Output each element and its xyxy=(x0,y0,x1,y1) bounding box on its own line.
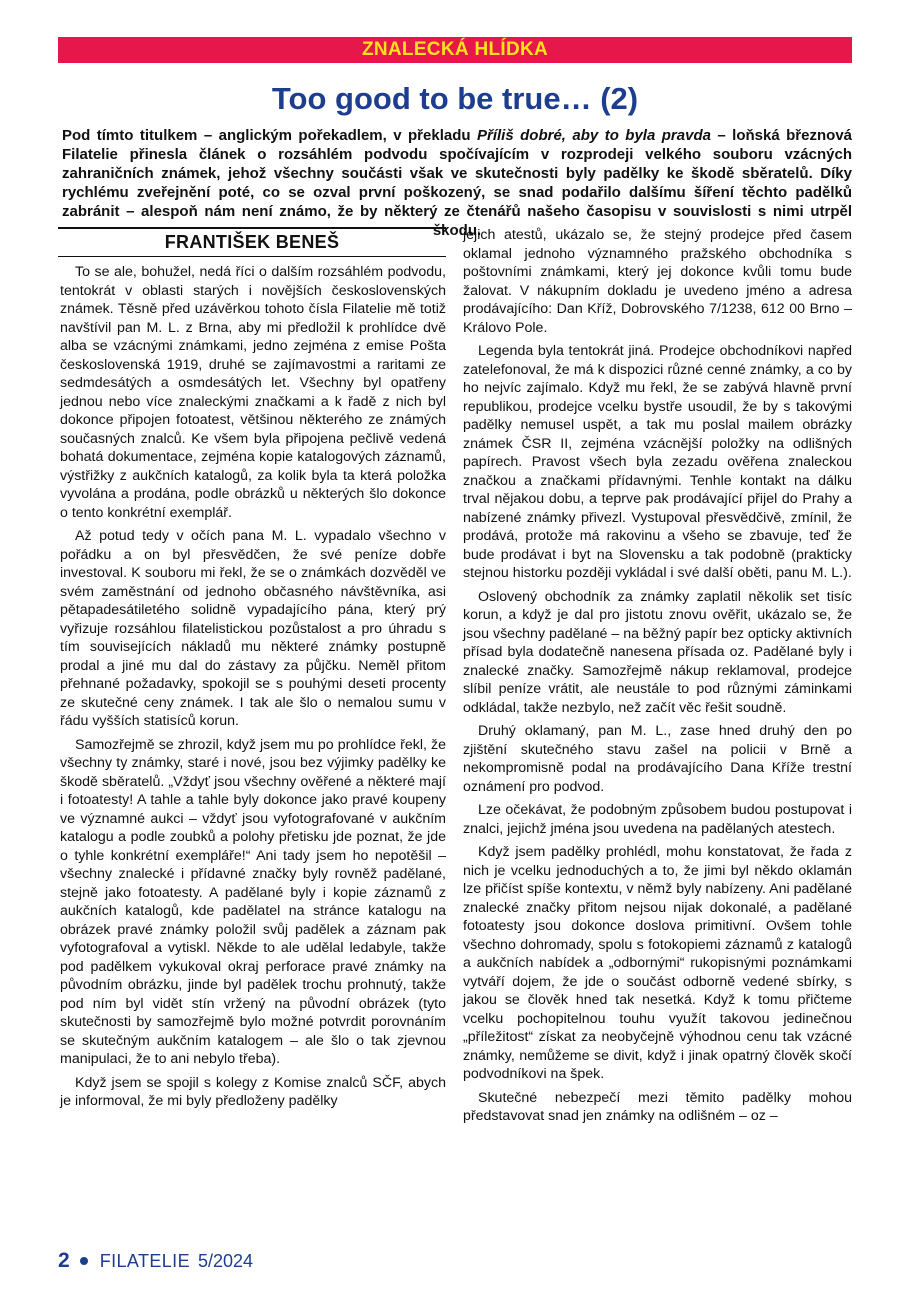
body-paragraph: Druhý oklamaný, pan M. L., zase hned druhý den po zjištění skutečného stavu zašel na policii v Brně a nekompromisně podal na prodávajícího Dana Kříže trestní oznámení pro podvod. xyxy=(463,723,852,795)
bullet-dot-icon xyxy=(80,1257,88,1265)
page-footer xyxy=(58,1248,253,1274)
section-label: ZNALECKÁ HLÍDKA xyxy=(361,39,549,60)
body-paragraph: Samozřejmě se zhrozil, když jsem mu po prohlídce řekl, že všechny ty známky, staré i nové, jsou bez výjimky padělky ke škodě sběratelů. „Vždyť jsou všechny ověřené a některé mají i fotoatesty! A tahle a tahle byly dokonce jako pravé koupeny ve významné aukci – vždyť jsou vyfotografované v aukčním katalogu a podle zoubků a polohy přetisku jde poznat, že jde o tyhle konkrétní exempláře!“ Ani tady jsem ho nepotěšil – všechny znalecké i přídavné značky byly rovněž padělané, stejně jako fotoatesty. A padělané byly i kopie záznamů z aukčních katalogů, kde padělatel na stránce katalogu na obrázek pravé známky položil svůj padělek a záznam pak vyfotografoval a vytiskl. Někde to ale udělal ledabyle, takže pod padělkem vykukoval okraj perforace pravé známky na původním obrázku, jinde byl padělek trochu prohnutý, takže pod ním byl vidět stín vržený na původní obrázek (tyto skutečnosti by samozřejmě bylo možné potvrdit porovnáním se skutečným aukčním katalogem – ale šlo o tak zjevnou manipulaci, že to ani nebylo třeba). xyxy=(60,736,446,1067)
article-column-right xyxy=(463,226,852,1131)
author-byline xyxy=(58,227,446,257)
article-column-left xyxy=(60,263,446,1116)
body-paragraph: Když jsem padělky prohlédl, mohu konstatovat, že řada z nich je vcelku jednoduchých a to, že jimi byl někdo oklamán lze přičíst spíše kontextu, v němž byly nabízeny. Ani padělané znalecké značky přitom nejsou nijak dokonalé, a padělané fotoatesty jsou dokonce doslova primitivní. Ovšem tohle všechno dohromady, spolu s fotokopiemi záznamů z katalogů a aukčních nabídek a „odbornými“ rukopisnými poznámkami vytváří dojem, že jde o součást odborně vedené sbírky, s jakou se člověk hned tak nesetká. Když k tomu přičteme vcelku pochopitelnou touhu využít takovou jedinečnou „příležitost“ získat za neobyčejně výhodnou cenu tak vzácné známky, nemůžeme se divit, když i jinak opatrný člověk skočí podvodníkovi na špek. xyxy=(463,844,852,1082)
body-paragraph: Lze očekávat, že podobným způsobem budou postupovat i znalci, jejichž jména jsou uvedena na padělaných atestech. xyxy=(463,802,852,837)
issue-number: 5/2024 xyxy=(197,1250,254,1271)
body-paragraph: Skutečné nebezpečí mezi těmito padělky mohou představovat snad jen známky na odlišném – oz – xyxy=(463,1089,852,1124)
article-title: Too good to be true… (2) xyxy=(271,81,639,116)
body-paragraph: Když jsem se spojil s kolegy z Komise znalců SČF, abych je informoval, že mi byly předloženy padělky xyxy=(60,1074,446,1109)
lead-italic-translation: Příliš dobré, aby to byla pravda xyxy=(477,127,711,144)
body-paragraph: Oslovený obchodník za známky zaplatil několik set tisíc korun, a když je dal pro jistotu znovu ověřit, ukázalo se, že jsou všechny padělané – na běžný papír bez opticky aktivních přísad byla dodatečně nanesena přísada oz. Padělané byly i znalecké značky. Samozřejmě nákup reklamoval, prodejce slíbil peníze vrátit, ale neustále to pod různými záminkami odkládal, takže nezbylo, než začít věc řešit soudně. xyxy=(463,588,852,716)
lead-text-start: Pod tímto titulkem – anglickým pořekadlem, v překladu xyxy=(62,127,477,144)
journal-name: FILATELIE xyxy=(99,1250,190,1271)
body-paragraph: To se ale, bohužel, nedá říci o dalším rozsáhlém podvodu, tentokrát v oblasti starých i novějších československých známek. Těsně před uzávěrkou tohoto čísla Filatelie mě totiž navštívil pan M. L. z Brna, aby mi předložil k prohlídce dvě alba se vzácnými známkami, jedno zejména z emise Pošta československá 1919, druhé se zajímavostmi a raritami ze sedmdesátých a osmdesátých let. Všechny byl opatřeny jednou nebo více znaleckými značkami a k řadě z nich byl dokonce připojen fotoatest, většinou některého ze známých současných znalců. Ke všem byla připojena pečlivě vedená bohatá dokumentace, zejména kopie katalogových záznamů, výstřižky z aukčních katalogů, za kolik byla ta která položka vyvolána a prodána, podle obrázků u některých šlo dokonce o tento konkrétní exemplář. xyxy=(60,264,446,521)
body-paragraph: Legenda byla tentokrát jiná. Prodejce obchodníkovi napřed zatelefonoval, že má k dispozici různé cenné známky, a co by ho nejvíc zajímalo. Když mu řekl, že se zabývá hlavně první republikou, prodejce vcelku bystře usoudil, že by s takovými padělky nemusel uspět, a tak mu poslal mailem obrázky známek ČSR II, zejména vzácnější položky na odlišných papírech. Pravost všech byla zezadu ověřena znaleckou značkou a značkami přídavnými. Tenhle kontakt na dálku trval nějakou dobu, a teprve pak prodávající přijel do Prahy a nabízené známky přivezl. Vystupoval přesvědčivě, zmínil, že prodává, protože má rakovinu a všeho se zbavuje, teď že bude prodávat i byt na Slovensku a tak podobně (prakticky stejnou historku později vykládal i své další oběti, panu M. L.). xyxy=(463,343,852,581)
body-paragraph-continued: jejich atestů, ukázalo se, že stejný prodejce před časem oklamal jednoho významného pražského obchodníka s poštovními známkami, který jej dokonce kvůli tomu bude žalovat. V nákupním dokladu je uvedeno jméno a adresa prodávajícího: Dan Kříž, Dobrovského 7/1238, 612 00 Brno – Královo Pole. xyxy=(463,227,852,336)
body-paragraph: Až potud tedy v očích pana M. L. vypadalo všechno v pořádku a on byl přesvědčen, že své peníze dobře investoval. K souboru mi řekl, že se o známkách dozvěděl ve svém zaměstnání od jednoho občasného návštěvníka, asi pětapadesátiletého solidně vypadajícího pána, který prý vyřizuje rozsáhlou filatelistickou pozůstalost a pro úhradu s tím souvisejících nákladů mu některé známky postupně prodal a jiné mu dal do zástavy za půjčku. Neměl přitom přehnané požadavky, spokojil se s pouhými deseti procenty ze skutečné ceny známek. I tak ale šlo o nemalou sumu v řádu vyšších statisíců korun. xyxy=(60,528,446,729)
lead-text-end: – loňská březnová Filatelie přinesla článek o rozsáhlém podvodu spočívajícím v rozprodeji velkého souboru vzácných zahraničních známek, jehož všechny součásti však ve skutečnosti byly padělky ke škodě sběratelů. Díky rychlému zveřejnění poté, co se ozval první poškozený, se snad podařilo dalšímu šíření těchto padělků zabránit – alespoň nám není známo, že by některý ze čtenářů našeho časopisu v souvislosti s nimi utrpěl škodu. xyxy=(62,127,852,239)
author-name: FRANTIŠEK BENEŠ xyxy=(164,232,340,252)
lead-paragraph xyxy=(62,126,852,240)
section-banner xyxy=(58,37,852,63)
page-number: 2 xyxy=(58,1249,70,1272)
